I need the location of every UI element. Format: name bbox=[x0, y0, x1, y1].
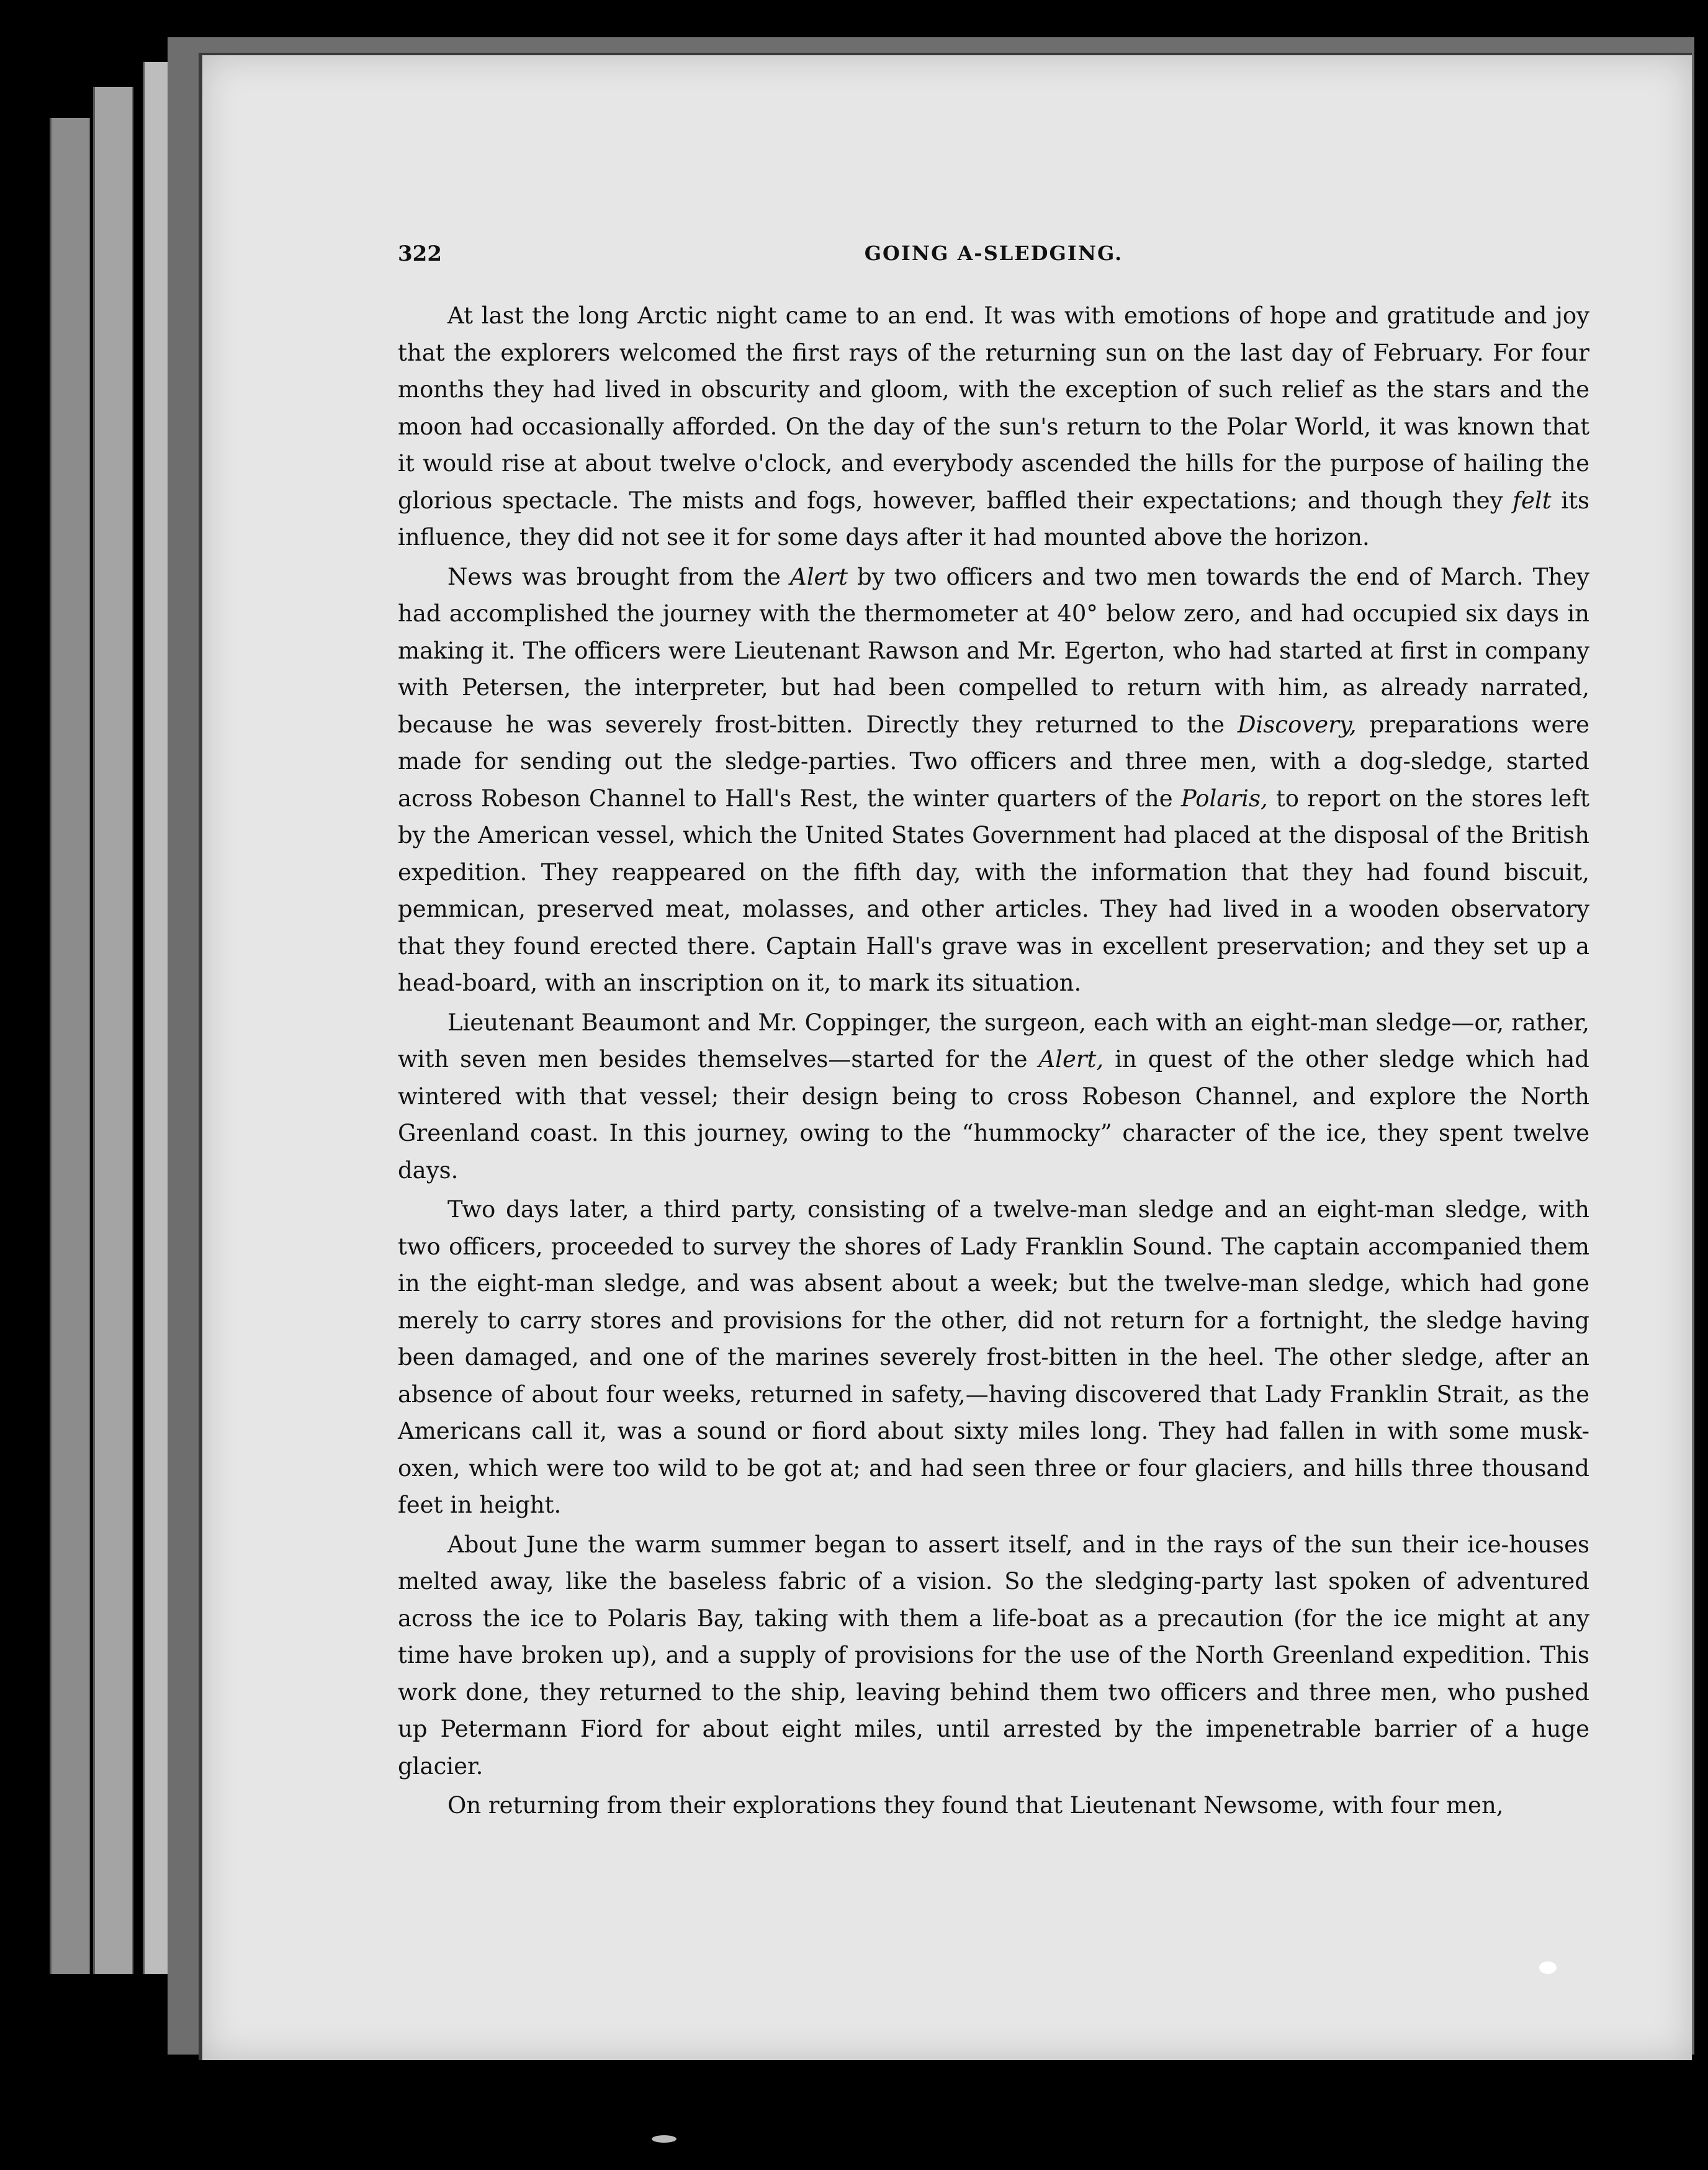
running-head: GOING A-SLEDGING. bbox=[864, 241, 1123, 265]
text-run: Two days later, a third party, consisting of a twelve-man sledge and an eight-man sledge, with two officers, proceeded to survey the shores of Lady Franklin Sound. The captain accompanied them in the eight-man sledge, and was absent about a week; but the twelve-man sledge, which had gone merely to carry stores and provisions for the other, did not return for a fortnight, the sledge having been damaged, and one of the marines severely frost-bitten in the heel. The other sledge, after an absence of about four weeks, returned in safety,—having discovered that Lady Franklin Strait, as the Americans call it, was a sound or fiord about sixty miles long. They had fallen in with some musk-oxen, which were too wild to be got at; and had seen three or four glaciers, and hills three thousand feet in height. bbox=[398, 1196, 1589, 1518]
text-run: At last the long Arctic night came to an end. It was with emotions of hope and gratitude and joy that the explorers welcomed the first rays of the returning sun on the last day of February. For four months they had lived in obscurity and gloom, with the exception of such relief as the stars and the moon had occasionally afforded. On the day of the sun's return to the Polar World, it was known that it would rise at about twelve o'clock, and everybody ascended the hills for the purpose of hailing the glorious spectacle. The mists and fogs, however, baffled their expectations; and though they bbox=[398, 302, 1589, 514]
page-edge bbox=[93, 87, 133, 1974]
paragraph bbox=[398, 1004, 1589, 1189]
book-page bbox=[199, 53, 1692, 2060]
text-run: to report on the stores left by the American vessel, which the United States Government had placed at the disposal of the British expedition. They reappeared on the fifth day, with the information that they had found biscuit, pemmican, preserved meat, molasses, and other articles. They had lived in a wooden observatory that they found erected there. Captain Hall's grave was in excellent preservation; and they set up a head-board, with an inscription on it, to mark its situation. bbox=[398, 785, 1589, 996]
page-number: 322 bbox=[398, 241, 442, 266]
paragraph bbox=[398, 297, 1589, 556]
italic-text: felt bbox=[1512, 487, 1552, 514]
text-run: About June the warm summer began to assert itself, and in the rays of the sun their ice-houses melted away, like the baseless fabric of a vision. So the sledging-party last spoken of adventured across the ice to Polaris Bay, taking with them a life-boat as a precaution (for the ice might at any time have broken up), and a supply of provisions for the use of the North Greenland expedition. This work done, they returned to the ship, leaving behind them two officers and three men, who pushed up Petermann Fiord for about eight miles, until arrested by the impenetrable barrier of a huge glacier. bbox=[398, 1531, 1589, 1780]
paragraph bbox=[398, 1191, 1589, 1524]
paragraph bbox=[398, 559, 1589, 1002]
page-edge bbox=[50, 118, 90, 1974]
italic-text: Polaris, bbox=[1180, 785, 1268, 812]
scan-speck bbox=[652, 2135, 676, 2143]
italic-text: Alert bbox=[789, 563, 848, 590]
text-run: News was brought from the bbox=[447, 563, 790, 590]
paragraph bbox=[398, 1526, 1589, 1785]
body-text bbox=[398, 297, 1589, 1824]
text-run: Lieutenant Beaumont and Mr. Coppinger, the surgeon, each with an eight-man sledge—or, rather, with seven men besides themselves—started for the bbox=[398, 1009, 1589, 1073]
italic-text: Alert, bbox=[1038, 1046, 1104, 1073]
scan-speck bbox=[1539, 1961, 1557, 1974]
text-run: preparations were made for sending out the sledge-parties. Two officers and three men, with a dog-sledge, started across Robeson Channel to Hall's Rest, the winter quarters of the bbox=[398, 711, 1590, 812]
page-header bbox=[398, 241, 1589, 279]
paragraph bbox=[398, 1787, 1589, 1824]
text-run: by two officers and two men towards the end of March. They had accomplished the journey with the thermometer at 40° below zero, and had occupied six days in making it. The officers were Lieutenant Rawson and Mr. Egerton, who had started at first in company with Petersen, the interpreter, but had been compelled to return with him, as already narrated, because he was severely frost-bitten. Directly they returned to the bbox=[398, 563, 1590, 738]
page-content bbox=[398, 241, 1589, 1827]
text-run: its influence, they did not see it for some days after it had mounted above the horizon. bbox=[398, 487, 1589, 551]
italic-text: Discovery, bbox=[1237, 711, 1357, 738]
text-run: in quest of the other sledge which had wintered with that vessel; their design being to cross Robeson Channel, and explore the North Greenland coast. In this journey, owing to the “hummocky” character of the ice, they spent twelve days. bbox=[398, 1046, 1589, 1184]
text-run: On returning from their explorations they found that Lieutenant Newsome, with four men, bbox=[447, 1792, 1504, 1819]
